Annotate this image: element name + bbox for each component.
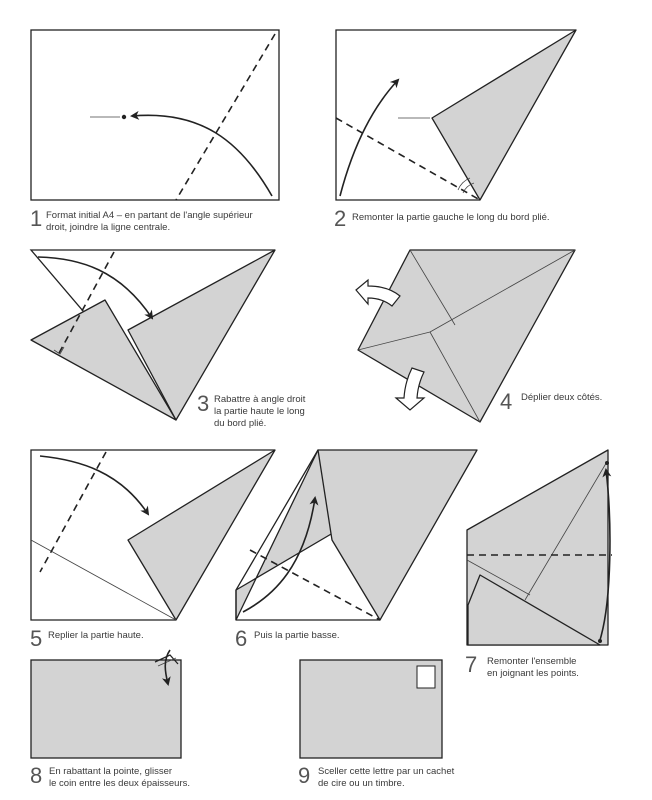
step-9-caption-line-1: Sceller cette lettre par un cachet (318, 766, 455, 777)
step-1-caption-line-1: Format initial A4 – en partant de l'angle supérieur (46, 210, 253, 221)
step-8-number: 8 (30, 763, 43, 788)
step-1-caption-line-2: droit, joindre la ligne centrale. (46, 222, 171, 233)
step-5-caption-line-1: Replier la partie haute. (48, 630, 144, 641)
step-5-caption (48, 630, 228, 642)
step-2-folded-flap (432, 30, 576, 200)
step-9-figure (300, 660, 442, 758)
step-5-folded-flap (128, 450, 275, 620)
step-7-caption (487, 656, 637, 680)
step-3-caption (214, 394, 334, 430)
step-3-number: 3 (197, 391, 210, 416)
step-8-envelope (31, 660, 181, 758)
step-1-figure (31, 30, 279, 200)
step-9-caption-line-2: de cire ou un timbre. (318, 778, 405, 789)
step-1-number: 1 (30, 206, 43, 231)
step-3-caption-line-1: Rabattre à angle droit (214, 394, 306, 405)
step-4-number: 4 (500, 389, 513, 414)
step-9-caption (318, 766, 518, 790)
step-3-caption-line-2: la partie haute le long (214, 406, 305, 417)
step-9-stamp (417, 666, 435, 688)
step-2-caption-line-1: Remonter la partie gauche le long du bord plié. (352, 212, 550, 223)
step-6-caption (254, 630, 434, 642)
step-1-fold-arrow (132, 115, 272, 196)
step-8-figure (31, 650, 181, 758)
step-7-point-bottom (598, 639, 602, 643)
step-5-fold-arrow (40, 456, 148, 514)
step-7-point-top (605, 461, 609, 465)
step-6-caption-line-1: Puis la partie basse. (254, 630, 340, 641)
step-7-number: 7 (465, 652, 478, 677)
step-7-figure (467, 450, 612, 645)
step-9-number: 9 (298, 763, 311, 788)
step-7-caption-line-2: en joignant les points. (487, 668, 579, 679)
step-4-caption-line-1: Déplier deux côtés. (521, 392, 603, 403)
step-1-caption (46, 210, 286, 234)
step-1-fold-line (176, 34, 275, 200)
step-8-caption (49, 766, 269, 790)
step-5-number: 5 (30, 626, 43, 651)
step-8-caption-line-2: le coin entre les deux épaisseurs. (49, 778, 190, 789)
step-2-caption (352, 212, 632, 224)
step-2-fold-arrow (340, 80, 398, 196)
step-8-caption-line-1: En rabattant la pointe, glisser (49, 766, 173, 777)
step-6-figure (236, 450, 477, 620)
step-3-caption-line-3: du bord plié. (214, 418, 267, 429)
step-2-number: 2 (334, 206, 347, 231)
step-7-caption-line-1: Remonter l'ensemble (487, 656, 577, 667)
step-6-right-flap (318, 450, 477, 620)
step-2-figure (336, 30, 576, 200)
step-4-caption (521, 392, 631, 404)
step-1-target-point (122, 115, 126, 119)
step-6-number: 6 (235, 626, 248, 651)
